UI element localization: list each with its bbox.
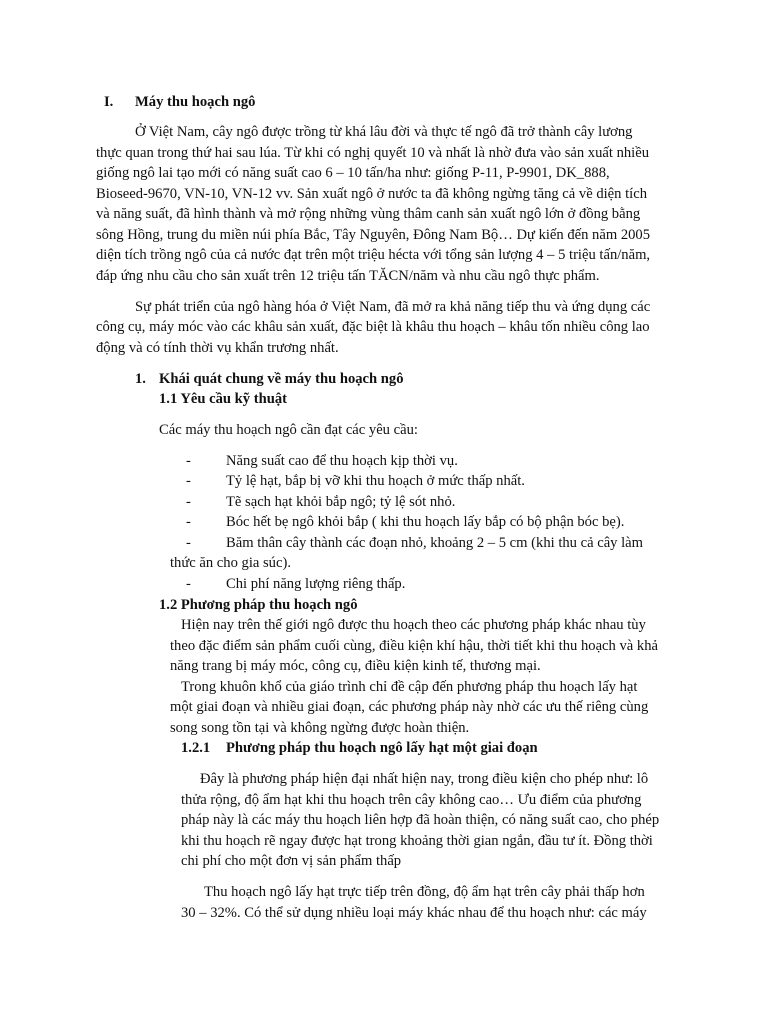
paragraph-line: theo đặc điểm sản phẩm cuối cùng, điều kiện khí hậu, thời tiết khi thu hoạch và khả: [170, 638, 658, 654]
paragraph-line: Hiện nay trên thế giới ngô được thu hoạch theo các phương pháp khác nhau tùy: [181, 617, 646, 633]
subsection-number: 1.: [135, 371, 146, 387]
paragraph-line: song song tồn tại và không ngừng được hoàn thiện.: [170, 720, 470, 736]
list-item: Năng suất cao để thu hoạch kịp thời vụ.: [226, 453, 458, 469]
bullet-marker: -: [186, 576, 191, 592]
list-item: Băm thân cây thành các đoạn nhỏ, khoảng 2 – 5 cm (khi thu cả cây làm: [226, 535, 644, 551]
list-item: Tỷ lệ hạt, bắp bị vỡ khi thu hoạch ở mức thấp nhất.: [226, 473, 525, 489]
paragraph-line: một giai đoạn và nhiều giai đoạn, các phương pháp này nhờ các ưu thế riêng cùng: [170, 699, 649, 715]
paragraph-line: năng trang bị máy móc, công cụ, điều kiện kinh tế, thương mại.: [170, 658, 541, 674]
subsection-title: Khái quát chung về máy thu hoạch ngô: [159, 371, 404, 387]
paragraph-line: thực quan trong thứ hai sau lúa. Từ khi có nghị quyết 10 và nhất là nhờ đưa vào sản xuất nhiều: [96, 145, 649, 161]
list-item: Tẽ sạch hạt khỏi bắp ngô; tỷ lệ sót nhỏ.: [226, 494, 456, 510]
bullet-marker: -: [186, 453, 191, 469]
requirements-intro: Các máy thu hoạch ngô cần đạt các yêu cầu:: [159, 422, 418, 438]
paragraph-line: công cụ, máy móc vào các khâu sản xuất, đặc biệt là khâu thu hoạch – khâu tốn nhiều công lao: [96, 319, 650, 335]
paragraph-line: thửa rộng, độ ẩm hạt khi thu hoạch trên cây không cao… Ưu điểm của phương: [181, 792, 642, 808]
bullet-marker: -: [186, 535, 191, 551]
bullet-marker: -: [186, 473, 191, 489]
methods-heading: 1.2 Phương pháp thu hoạch ngô: [159, 597, 358, 613]
bullet-marker: -: [186, 494, 191, 510]
section-number: I.: [104, 94, 114, 110]
list-item: Bóc hết bẹ ngô khỏi bắp ( khi thu hoạch lấy bắp có bộ phận bóc bẹ).: [226, 514, 625, 530]
paragraph-line: 30 – 32%. Có thể sử dụng nhiều loại máy khác nhau để thu hoạch như: các máy: [181, 905, 647, 921]
paragraph-line: Trong khuôn khổ của giáo trình chỉ đề cập đến phương pháp thu hoạch lấy hạt: [181, 679, 638, 695]
paragraph-line: sông Hồng, trung du miền núi phía Bắc, Tây Nguyên, Đông Nam Bộ… Dự kiến đến năm 2005: [96, 227, 651, 243]
subsubsection-number: 1.2.1: [181, 740, 211, 756]
paragraph-line: Thu hoạch ngô lấy hạt trực tiếp trên đồng, độ ẩm hạt trên cây phải thấp hơn: [204, 884, 645, 900]
requirements-heading: 1.1 Yêu cầu kỹ thuật: [159, 391, 287, 407]
list-item-continuation: thức ăn cho gia súc).: [170, 555, 291, 571]
paragraph-line: giống ngô lai tạo mới có năng suất cao 6 – 10 tấn/ha như: giống P-11, P-9901, DK_888,: [96, 165, 610, 181]
paragraph-line: diện tích trồng ngô của cả nước đạt trên một triệu hécta với tổng sản lượng 4 – 5 triệu tấn/năm,: [96, 247, 651, 263]
paragraph-line: pháp này là các máy thu hoạch liên hợp đã hoàn thiện, có năng suất cao, cho phép: [181, 812, 660, 828]
paragraph-line: khi thu hoạch rẽ ngay được hạt trong khoảng thời gian ngắn, đầu tư ít. Đồng thời: [181, 833, 653, 849]
list-item: Chi phí năng lượng riêng thấp.: [226, 576, 406, 592]
subsubsection-title: Phương pháp thu hoạch ngô lấy hạt một giai đoạn: [226, 740, 538, 756]
paragraph-line: Ở Việt Nam, cây ngô được trồng từ khá lâu đời và thực tế ngô đã trở thành cây lương: [135, 124, 633, 140]
section-title: Máy thu hoạch ngô: [135, 94, 256, 110]
paragraph-line: Bioseed-9670, VN-10, VN-12 vv. Sản xuất ngô ở nước ta đã không ngừng tăng cả về diện tích: [96, 186, 647, 202]
paragraph-line: động và có tính thời vụ khẩn trương nhất.: [96, 340, 339, 356]
paragraph-line: Đây là phương pháp hiện đại nhất hiện nay, trong điều kiện cho phép như: lô: [200, 771, 649, 787]
bullet-marker: -: [186, 514, 191, 530]
paragraph-line: đáp ứng nhu cầu cho sản xuất trên 12 triệu tấn TĂCN/năm và nhu cầu ngô thực phẩm.: [96, 268, 600, 284]
paragraph-line: và năng suất, đã hình thành và mở rộng những vùng thâm canh sản xuất ngô lớn ở đồng bằng: [96, 206, 641, 222]
paragraph-line: chi phí cho một đơn vị sản phẩm thấp: [181, 853, 402, 869]
paragraph-line: Sự phát triển của ngô hàng hóa ở Việt Nam, đã mở ra khả năng tiếp thu và ứng dụng các: [135, 299, 651, 315]
